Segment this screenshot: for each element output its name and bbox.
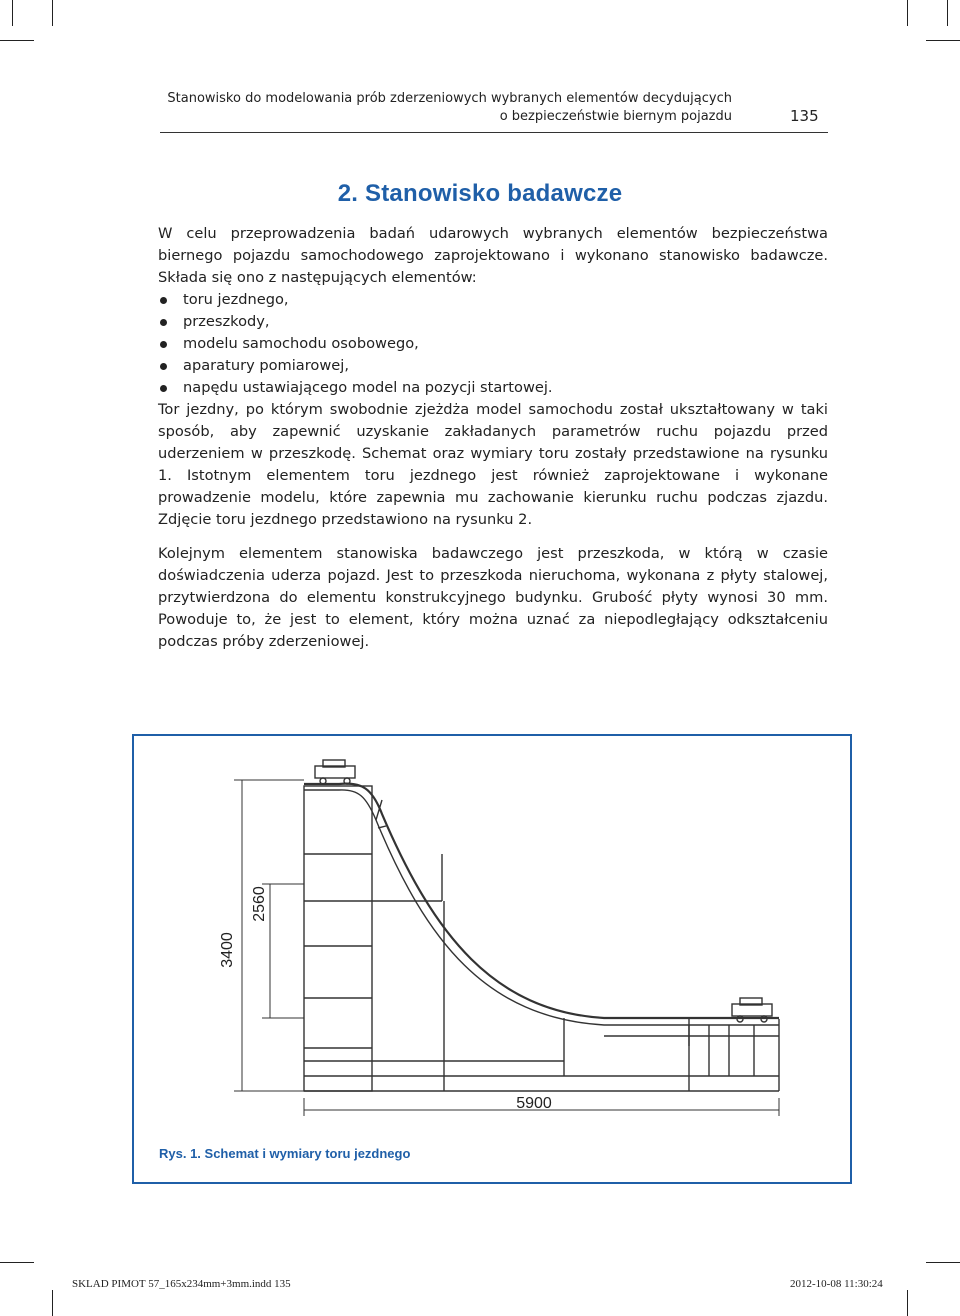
- running-header-line1: Stanowisko do modelowania prób zderzeniowych wybranych elementów decydujących: [167, 91, 732, 106]
- dim-platform-height: 2560: [251, 886, 268, 922]
- landing-platform: [604, 1025, 779, 1076]
- paragraph-obstacle: Kolejnym elementem stanowiska badawczego jest przeszkoda, w którą w czasie doświadczenia uderza pojazd. Jest to przeszkoda nieruchoma, wykonana z płyty stalowej, przytwierdzona do elementu konstrukcyjnego budynku. Grubość płyty wynosi 30 mm. Powoduje to, że jest to element, który można uznać za niepodległający odkształceniu podczas próby zderzeniowej.: [158, 545, 828, 650]
- crop-mark: [907, 1290, 908, 1316]
- figure-frame: [132, 734, 852, 1184]
- crop-mark: [907, 0, 908, 26]
- running-header: [150, 90, 732, 126]
- print-footer-datetime: 2012-10-08 11:30:24: [790, 1278, 883, 1290]
- dim-total-height: 3400: [219, 932, 236, 968]
- header-rule: [160, 132, 828, 133]
- page-number: 135: [790, 107, 819, 125]
- running-header-line2: o bezpieczeństwie biernym pojazdu: [499, 109, 732, 124]
- section-title: 2. Stanowisko badawcze: [337, 180, 623, 207]
- print-footer-file: SKLAD PIMOT 57_165x234mm+3mm.indd 135: [72, 1278, 291, 1290]
- crop-mark: [52, 0, 53, 26]
- list-item: toru jezdnego,: [158, 289, 828, 311]
- crop-mark: [0, 1262, 34, 1263]
- crop-mark: [926, 40, 960, 41]
- figure-caption: Rys. 1. Schemat i wymiary toru jezdnego: [159, 1146, 411, 1161]
- car-model-start: [315, 760, 355, 784]
- crop-mark: [926, 1262, 960, 1263]
- element-list: [158, 289, 828, 399]
- list-item: aparatury pomiarowej,: [158, 355, 828, 377]
- list-item: przeszkody,: [158, 311, 828, 333]
- list-item: modelu samochodu osobowego,: [158, 333, 828, 355]
- crop-mark: [52, 1290, 53, 1316]
- dim-length: 5900: [516, 1095, 552, 1112]
- body-text: [158, 223, 828, 653]
- crop-mark: [12, 0, 13, 26]
- start-tower: [304, 786, 779, 1091]
- crop-mark: [0, 40, 34, 41]
- crop-mark: [947, 0, 948, 26]
- list-item: napędu ustawiającego model na pozycji startowej.: [158, 377, 828, 399]
- track-schematic: [134, 736, 850, 1182]
- dimension-lines: [234, 780, 779, 1116]
- paragraph-intro: W celu przeprowadzenia badań udarowych wybranych elementów bezpieczeństwa biernego pojazdu samochodowego zaprojektowano i wykonano stanowisko badawcze. Składa się ono z następujących elementów:: [158, 225, 828, 286]
- paragraph-track: Tor jezdny, po którym swobodnie zjeżdża model samochodu został ukształtowany w taki sposób, aby zapewnić uzyskanie zakładanych parametrów ruchu pojazdu przed uderzeniem w przeszkodę. Schemat oraz wymiary toru zostały przedstawione na rysunku 1. Istotnym elementem toru jezdnego jest również zaprojektowane i wykonane prowadzenie modelu, które zapewnia mu zachowanie kierunku ruchu podczas zjazdu. Zdjęcie toru jezdnego przedstawiono na rysunku 2.: [158, 401, 828, 528]
- slope-track: [304, 784, 779, 1025]
